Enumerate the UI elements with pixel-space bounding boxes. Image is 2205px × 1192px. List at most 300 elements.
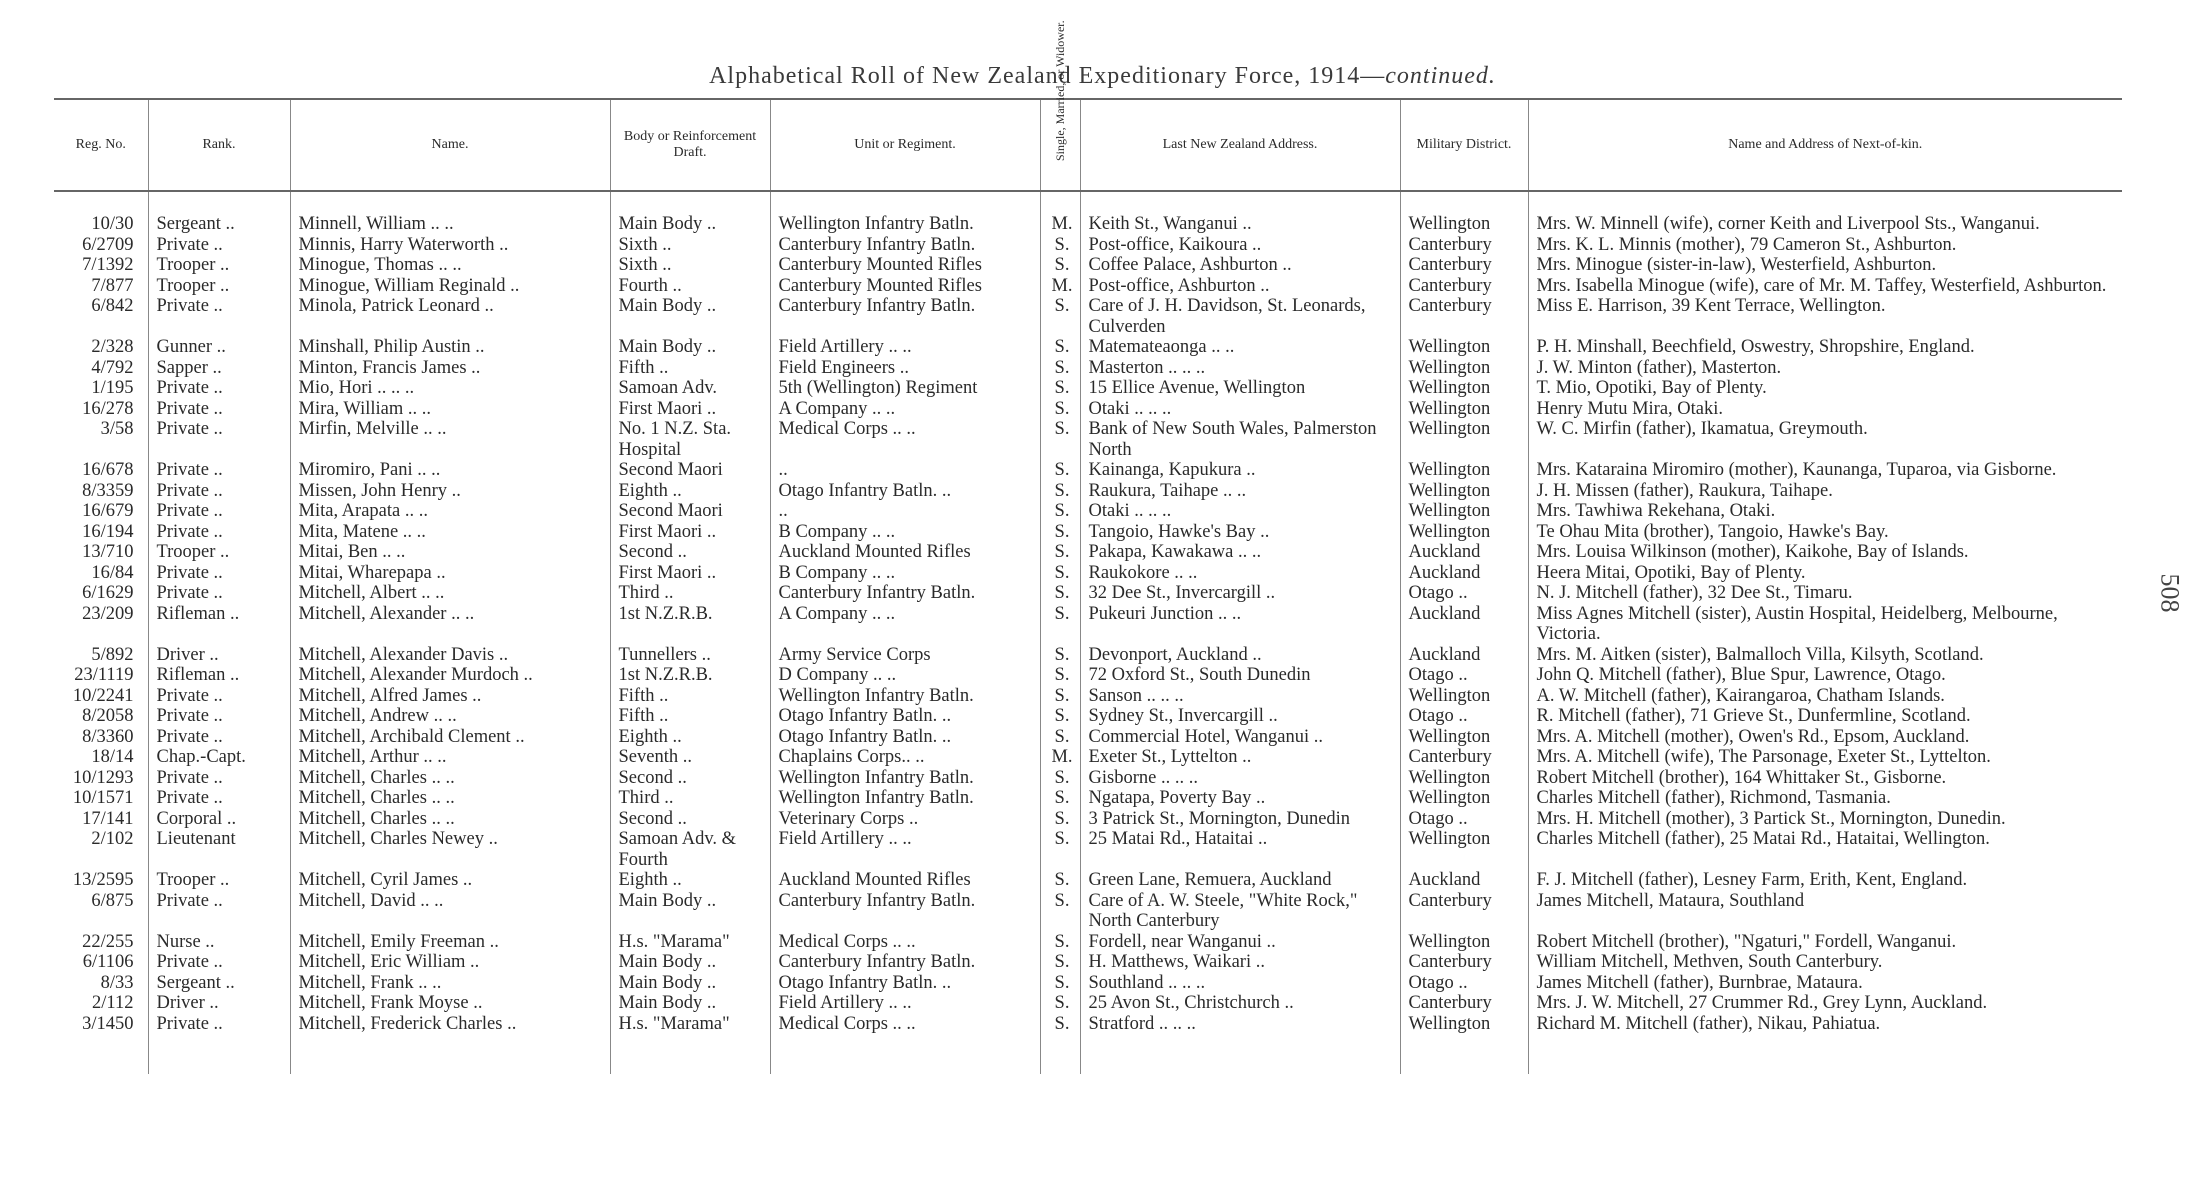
cell-name: Minogue, William Reginald ..: [290, 276, 610, 297]
cell-rank: Sergeant ..: [148, 191, 290, 235]
cell-address: 32 Dee St., Invercargill ..: [1080, 583, 1400, 604]
cell-district: Otago ..: [1400, 706, 1528, 727]
cell-unit: Canterbury Infantry Batln.: [770, 891, 1040, 932]
cell-next-of-kin: Mrs. M. Aitken (sister), Balmalloch Villa, Kilsyth, Scotland.: [1528, 645, 2122, 666]
cell-reg-no: 6/875: [91, 890, 134, 911]
cell-unit: Otago Infantry Batln. ..: [770, 973, 1040, 994]
table-row: [54, 604, 2122, 645]
cell-reg-no: 3/58: [100, 419, 134, 439]
table-row: [54, 399, 2122, 420]
cell-status: S.: [1040, 870, 1080, 891]
cell-reg-no: 22/255: [82, 931, 134, 952]
cell-next-of-kin: Robert Mitchell (brother), "Ngaturi," Fordell, Wanganui.: [1528, 932, 2122, 953]
cell-body-draft: Sixth ..: [610, 255, 770, 276]
cell-rank: Private ..: [148, 481, 290, 502]
cell-unit: D Company .. ..: [770, 665, 1040, 686]
cell-body-draft: Third ..: [610, 583, 770, 604]
cell-address: Care of J. H. Davidson, St. Leonards, Culverden: [1080, 296, 1400, 337]
cell-name: Mitchell, Charles .. ..: [290, 809, 610, 830]
cell-body-draft: Main Body ..: [610, 191, 770, 235]
cell-address: Green Lane, Remuera, Auckland: [1080, 870, 1400, 891]
cell-reg-no: 13/2595: [72, 870, 134, 890]
header-status: [1040, 19, 1080, 191]
cell-address: 25 Matai Rd., Hataitai ..: [1080, 829, 1400, 870]
cell-status: S.: [1040, 378, 1080, 399]
cell-rank: Corporal ..: [148, 809, 290, 830]
cell-reg-no: 3/1450: [82, 1013, 134, 1034]
table-row: [54, 542, 2122, 563]
cell-district: Wellington: [1400, 358, 1528, 379]
cell-unit: Medical Corps .. ..: [770, 1014, 1040, 1075]
cell-address: 25 Avon St., Christchurch ..: [1080, 993, 1400, 1014]
cell-next-of-kin: T. Mio, Opotiki, Bay of Plenty.: [1528, 378, 2122, 399]
table-row: [54, 191, 2122, 235]
cell-unit: Medical Corps .. ..: [770, 932, 1040, 953]
cell-rank: Private ..: [148, 235, 290, 256]
cell-status: S.: [1040, 665, 1080, 686]
cell-body-draft: 1st N.Z.R.B.: [610, 604, 770, 645]
cell-name: Mitchell, Emily Freeman ..: [290, 932, 610, 953]
cell-body-draft: Fifth ..: [610, 686, 770, 707]
cell-district: Canterbury: [1400, 276, 1528, 297]
cell-status: S.: [1040, 358, 1080, 379]
cell-rank: Trooper ..: [148, 542, 290, 563]
cell-body-draft: Second Maori: [610, 501, 770, 522]
cell-rank: Chap.-Capt.: [148, 747, 290, 768]
cell-reg-no: 18/14: [91, 747, 134, 767]
cell-name: Mitai, Wharepapa ..: [290, 563, 610, 584]
cell-address: Coffee Palace, Ashburton ..: [1080, 255, 1400, 276]
header-reg-no: Reg. No.: [54, 99, 148, 191]
cell-status: S.: [1040, 727, 1080, 748]
cell-address: Otaki .. .. ..: [1080, 399, 1400, 420]
cell-name: Mirfin, Melville .. ..: [290, 419, 610, 460]
cell-reg-no: 5/892: [91, 644, 134, 665]
cell-body-draft: Eighth ..: [610, 870, 770, 891]
cell-name: Mitchell, Charles .. ..: [290, 788, 610, 809]
cell-status: S.: [1040, 891, 1080, 932]
cell-unit: B Company .. ..: [770, 522, 1040, 543]
table-row: [54, 276, 2122, 297]
cell-address: Post-office, Kaikoura ..: [1080, 235, 1400, 256]
cell-rank: Driver ..: [148, 993, 290, 1014]
cell-address: Care of A. W. Steele, "White Rock," North Canterbury: [1080, 891, 1400, 932]
cell-address: Post-office, Ashburton ..: [1080, 276, 1400, 297]
cell-status: S.: [1040, 645, 1080, 666]
cell-district: Otago ..: [1400, 665, 1528, 686]
cell-district: Wellington: [1400, 460, 1528, 481]
cell-district: Wellington: [1400, 727, 1528, 748]
cell-reg-no: 8/33: [100, 972, 134, 993]
table-row: [54, 501, 2122, 522]
page-number: 508: [2155, 573, 2185, 613]
cell-reg-no: 6/2709: [82, 234, 134, 255]
cell-status: S.: [1040, 296, 1080, 337]
cell-rank: Private ..: [148, 501, 290, 522]
cell-reg-no: 16/678: [82, 460, 134, 480]
cell-body-draft: Second ..: [610, 809, 770, 830]
cell-unit: Wellington Infantry Batln.: [770, 768, 1040, 789]
cell-unit: Veterinary Corps ..: [770, 809, 1040, 830]
cell-district: Canterbury: [1400, 255, 1528, 276]
table-row: [54, 706, 2122, 727]
cell-status: S.: [1040, 788, 1080, 809]
cell-district: Wellington: [1400, 1014, 1528, 1075]
cell-rank: Private ..: [148, 522, 290, 543]
header-rank: Rank.: [148, 99, 290, 191]
table-row: [54, 419, 2122, 460]
cell-rank: Private ..: [148, 460, 290, 481]
cell-name: Mitchell, Charles .. ..: [290, 768, 610, 789]
cell-district: Auckland: [1400, 645, 1528, 666]
cell-address: Pukeuri Junction .. ..: [1080, 604, 1400, 645]
cell-district: Wellington: [1400, 501, 1528, 522]
cell-status: S.: [1040, 522, 1080, 543]
cell-body-draft: Second Maori: [610, 460, 770, 481]
cell-next-of-kin: Miss E. Harrison, 39 Kent Terrace, Wellington.: [1528, 296, 2122, 337]
cell-body-draft: Main Body ..: [610, 952, 770, 973]
cell-unit: Chaplains Corps.. ..: [770, 747, 1040, 768]
cell-status: S.: [1040, 542, 1080, 563]
cell-reg-no: 10/30: [91, 214, 134, 234]
table-row: [54, 870, 2122, 891]
table-row: [54, 296, 2122, 337]
cell-address: Southland .. .. ..: [1080, 973, 1400, 994]
cell-unit: Otago Infantry Batln. ..: [770, 706, 1040, 727]
cell-name: Mitchell, Alexander .. ..: [290, 604, 610, 645]
cell-name: Mitchell, Frank .. ..: [290, 973, 610, 994]
cell-district: Otago ..: [1400, 973, 1528, 994]
cell-body-draft: Sixth ..: [610, 235, 770, 256]
cell-body-draft: First Maori ..: [610, 399, 770, 420]
cell-district: Wellington: [1400, 686, 1528, 707]
cell-next-of-kin: N. J. Mitchell (father), 32 Dee St., Timaru.: [1528, 583, 2122, 604]
cell-next-of-kin: Mrs. Tawhiwa Rekehana, Otaki.: [1528, 501, 2122, 522]
cell-district: Otago ..: [1400, 809, 1528, 830]
cell-body-draft: Second ..: [610, 768, 770, 789]
cell-body-draft: Fifth ..: [610, 358, 770, 379]
cell-status: S.: [1040, 993, 1080, 1014]
cell-district: Wellington: [1400, 337, 1528, 358]
cell-district: Canterbury: [1400, 235, 1528, 256]
cell-name: Mita, Matene .. ..: [290, 522, 610, 543]
cell-address: Sanson .. .. ..: [1080, 686, 1400, 707]
cell-reg-no: 6/1629: [82, 583, 134, 603]
header-address: Last New Zealand Address.: [1080, 99, 1400, 191]
cell-status: S.: [1040, 829, 1080, 870]
cell-status: S.: [1040, 604, 1080, 645]
cell-address: Ngatapa, Poverty Bay ..: [1080, 788, 1400, 809]
cell-rank: Private ..: [148, 419, 290, 460]
table-row: [54, 973, 2122, 994]
cell-unit: Field Artillery .. ..: [770, 829, 1040, 870]
cell-next-of-kin: Mrs. K. L. Minnis (mother), 79 Cameron St., Ashburton.: [1528, 235, 2122, 256]
cell-status: S.: [1040, 583, 1080, 604]
cell-reg-no: 1/195: [91, 378, 134, 398]
cell-body-draft: Fourth ..: [610, 276, 770, 297]
cell-address: Commercial Hotel, Wanganui ..: [1080, 727, 1400, 748]
cell-rank: Private ..: [148, 378, 290, 399]
cell-rank: Sergeant ..: [148, 973, 290, 994]
cell-name: Missen, John Henry ..: [290, 481, 610, 502]
cell-unit: Canterbury Mounted Rifles: [770, 255, 1040, 276]
cell-reg-no: 17/141: [82, 808, 134, 829]
cell-next-of-kin: Mrs. Louisa Wilkinson (mother), Kaikohe, Bay of Islands.: [1528, 542, 2122, 563]
cell-unit: A Company .. ..: [770, 399, 1040, 420]
cell-address: Raukura, Taihape .. ..: [1080, 481, 1400, 502]
table-row: [54, 481, 2122, 502]
cell-next-of-kin: James Mitchell, Mataura, Southland: [1528, 891, 2122, 932]
cell-rank: Private ..: [148, 788, 290, 809]
cell-status: S.: [1040, 973, 1080, 994]
cell-reg-no: 4/792: [91, 357, 134, 378]
cell-reg-no: 16/679: [82, 501, 134, 521]
cell-address: Bank of New South Wales, Palmerston North: [1080, 419, 1400, 460]
cell-status: S.: [1040, 932, 1080, 953]
cell-unit: Otago Infantry Batln. ..: [770, 727, 1040, 748]
cell-name: Mio, Hori .. .. ..: [290, 378, 610, 399]
cell-next-of-kin: R. Mitchell (father), 71 Grieve St., Dunfermline, Scotland.: [1528, 706, 2122, 727]
cell-unit: Canterbury Infantry Batln.: [770, 952, 1040, 973]
table-row: [54, 358, 2122, 379]
cell-reg-no: 10/1571: [72, 788, 134, 808]
cell-unit: Otago Infantry Batln. ..: [770, 481, 1040, 502]
cell-rank: Trooper ..: [148, 255, 290, 276]
cell-unit: Wellington Infantry Batln.: [770, 686, 1040, 707]
cell-status: M.: [1040, 747, 1080, 768]
table-row: [54, 378, 2122, 399]
cell-next-of-kin: F. J. Mitchell (father), Lesney Farm, Erith, Kent, England.: [1528, 870, 2122, 891]
cell-unit: Canterbury Infantry Batln.: [770, 583, 1040, 604]
cell-rank: Private ..: [148, 1014, 290, 1075]
header-district: Military District.: [1400, 99, 1528, 191]
cell-reg-no: 16/278: [82, 398, 134, 419]
cell-name: Mitchell, Eric William ..: [290, 952, 610, 973]
cell-body-draft: Third ..: [610, 788, 770, 809]
cell-reg-no: 13/710: [82, 542, 134, 562]
cell-name: Minshall, Philip Austin ..: [290, 337, 610, 358]
page-title-continued: continued.: [1385, 63, 1496, 89]
cell-next-of-kin: Mrs. H. Mitchell (mother), 3 Partick St., Mornington, Dunedin.: [1528, 809, 2122, 830]
cell-status: S.: [1040, 481, 1080, 502]
cell-body-draft: Main Body ..: [610, 993, 770, 1014]
cell-name: Mitchell, Albert .. ..: [290, 583, 610, 604]
table-row: [54, 1014, 2122, 1075]
cell-body-draft: Main Body ..: [610, 891, 770, 932]
table-row: [54, 809, 2122, 830]
cell-reg-no: 23/1119: [74, 665, 134, 685]
cell-body-draft: Main Body ..: [610, 296, 770, 337]
cell-reg-no: 8/3360: [82, 726, 134, 747]
cell-name: Minnell, William .. ..: [290, 191, 610, 235]
cell-body-draft: H.s. "Marama": [610, 932, 770, 953]
cell-unit: 5th (Wellington) Regiment: [770, 378, 1040, 399]
cell-rank: Nurse ..: [148, 932, 290, 953]
cell-district: Wellington: [1400, 788, 1528, 809]
cell-name: Minogue, Thomas .. ..: [290, 255, 610, 276]
cell-address: 72 Oxford St., South Dunedin: [1080, 665, 1400, 686]
cell-rank: Sapper ..: [148, 358, 290, 379]
cell-rank: Private ..: [148, 399, 290, 420]
cell-rank: Rifleman ..: [148, 604, 290, 645]
cell-status: S.: [1040, 706, 1080, 727]
cell-next-of-kin: A. W. Mitchell (father), Kairangaroa, Chatham Islands.: [1528, 686, 2122, 707]
cell-rank: Trooper ..: [148, 870, 290, 891]
cell-status: S.: [1040, 460, 1080, 481]
cell-district: Auckland: [1400, 604, 1528, 645]
cell-reg-no: 2/112: [92, 993, 134, 1013]
cell-rank: Trooper ..: [148, 276, 290, 297]
cell-reg-no: 7/877: [91, 275, 134, 296]
cell-unit: ..: [770, 460, 1040, 481]
cell-district: Wellington: [1400, 378, 1528, 399]
table-row: [54, 891, 2122, 932]
cell-body-draft: Eighth ..: [610, 727, 770, 748]
cell-unit: Canterbury Mounted Rifles: [770, 276, 1040, 297]
cell-status: S.: [1040, 501, 1080, 522]
cell-rank: Gunner ..: [148, 337, 290, 358]
cell-district: Canterbury: [1400, 993, 1528, 1014]
cell-district: Wellington: [1400, 522, 1528, 543]
cell-status: S.: [1040, 563, 1080, 584]
cell-rank: Rifleman ..: [148, 665, 290, 686]
cell-body-draft: H.s. "Marama": [610, 1014, 770, 1075]
table-row: [54, 993, 2122, 1014]
cell-name: Mira, William .. ..: [290, 399, 610, 420]
cell-next-of-kin: John Q. Mitchell (father), Blue Spur, Lawrence, Otago.: [1528, 665, 2122, 686]
cell-rank: Private ..: [148, 563, 290, 584]
cell-next-of-kin: Mrs. Minogue (sister-in-law), Westerfield, Ashburton.: [1528, 255, 2122, 276]
cell-body-draft: Fifth ..: [610, 706, 770, 727]
cell-name: Mitchell, Charles Newey ..: [290, 829, 610, 870]
cell-next-of-kin: Henry Mutu Mira, Otaki.: [1528, 399, 2122, 420]
cell-address: 15 Ellice Avenue, Wellington: [1080, 378, 1400, 399]
table-row: [54, 665, 2122, 686]
cell-next-of-kin: J. W. Minton (father), Masterton.: [1528, 358, 2122, 379]
cell-name: Mitchell, Frank Moyse ..: [290, 993, 610, 1014]
cell-body-draft: Tunnellers ..: [610, 645, 770, 666]
cell-unit: Wellington Infantry Batln.: [770, 191, 1040, 235]
cell-status: S.: [1040, 235, 1080, 256]
cell-body-draft: Samoan Adv.: [610, 378, 770, 399]
cell-reg-no: 23/209: [82, 603, 134, 624]
cell-reg-no: 10/1293: [72, 767, 134, 788]
cell-address: Otaki .. .. ..: [1080, 501, 1400, 522]
cell-next-of-kin: P. H. Minshall, Beechfield, Oswestry, Shropshire, England.: [1528, 337, 2122, 358]
cell-district: Wellington: [1400, 419, 1528, 460]
cell-body-draft: Main Body ..: [610, 973, 770, 994]
cell-district: Auckland: [1400, 870, 1528, 891]
cell-reg-no: 16/194: [82, 521, 134, 542]
cell-unit: Field Engineers ..: [770, 358, 1040, 379]
cell-name: Mita, Arapata .. ..: [290, 501, 610, 522]
cell-name: Minola, Patrick Leonard ..: [290, 296, 610, 337]
cell-district: Canterbury: [1400, 747, 1528, 768]
cell-status: M.: [1040, 276, 1080, 297]
cell-reg-no: 2/102: [91, 829, 134, 849]
cell-unit: Army Service Corps: [770, 645, 1040, 666]
cell-next-of-kin: Charles Mitchell (father), Richmond, Tasmania.: [1528, 788, 2122, 809]
cell-district: Wellington: [1400, 932, 1528, 953]
cell-body-draft: Samoan Adv. & Fourth: [610, 829, 770, 870]
cell-reg-no: 16/84: [91, 562, 134, 583]
cell-unit: Auckland Mounted Rifles: [770, 870, 1040, 891]
cell-name: Mitai, Ben .. ..: [290, 542, 610, 563]
cell-address: Exeter St., Lyttelton ..: [1080, 747, 1400, 768]
cell-next-of-kin: Mrs. W. Minnell (wife), corner Keith and Liverpool Sts., Wanganui.: [1528, 191, 2122, 235]
cell-body-draft: Eighth ..: [610, 481, 770, 502]
header-name: Name.: [290, 99, 610, 191]
header-unit: Unit or Regiment.: [770, 99, 1040, 191]
cell-address: 3 Patrick St., Mornington, Dunedin: [1080, 809, 1400, 830]
cell-next-of-kin: William Mitchell, Methven, South Canterbury.: [1528, 952, 2122, 973]
cell-reg-no: 10/2241: [72, 685, 134, 706]
cell-next-of-kin: James Mitchell (father), Burnbrae, Mataura.: [1528, 973, 2122, 994]
cell-district: Canterbury: [1400, 952, 1528, 973]
cell-next-of-kin: Richard M. Mitchell (father), Nikau, Pahiatua.: [1528, 1014, 2122, 1075]
cell-status: S.: [1040, 419, 1080, 460]
cell-reg-no: 6/1106: [82, 952, 134, 972]
cell-next-of-kin: Te Ohau Mita (brother), Tangoio, Hawke's Bay.: [1528, 522, 2122, 543]
cell-unit: Wellington Infantry Batln.: [770, 788, 1040, 809]
cell-district: Wellington: [1400, 191, 1528, 235]
cell-status: S.: [1040, 809, 1080, 830]
table-row: [54, 522, 2122, 543]
cell-reg-no: 7/1392: [82, 255, 134, 275]
cell-status: S.: [1040, 1014, 1080, 1075]
cell-next-of-kin: Charles Mitchell (father), 25 Matai Rd., Hataitai, Wellington.: [1528, 829, 2122, 870]
cell-rank: Private ..: [148, 706, 290, 727]
table-row: [54, 727, 2122, 748]
cell-district: Wellington: [1400, 768, 1528, 789]
cell-name: Mitchell, Archibald Clement ..: [290, 727, 610, 748]
cell-next-of-kin: Mrs. A. Mitchell (mother), Owen's Rd., Epsom, Auckland.: [1528, 727, 2122, 748]
cell-next-of-kin: Heera Mitai, Opotiki, Bay of Plenty.: [1528, 563, 2122, 584]
cell-unit: A Company .. ..: [770, 604, 1040, 645]
cell-next-of-kin: Mrs. Isabella Minogue (wife), care of Mr. M. Taffey, Westerfield, Ashburton.: [1528, 276, 2122, 297]
cell-district: Canterbury: [1400, 891, 1528, 932]
cell-next-of-kin: Mrs. A. Mitchell (wife), The Parsonage, Exeter St., Lyttelton.: [1528, 747, 2122, 768]
cell-next-of-kin: Miss Agnes Mitchell (sister), Austin Hospital, Heidelberg, Melbourne, Victoria.: [1528, 604, 2122, 645]
cell-address: Stratford .. .. ..: [1080, 1014, 1400, 1075]
cell-name: Mitchell, Alexander Murdoch ..: [290, 665, 610, 686]
cell-unit: Canterbury Infantry Batln.: [770, 296, 1040, 337]
cell-address: Fordell, near Wanganui ..: [1080, 932, 1400, 953]
table-header-row: [54, 99, 2122, 191]
table-row: [54, 829, 2122, 870]
page-title-main: Alphabetical Roll of New Zealand Expeditionary Force, 1914—: [709, 63, 1386, 89]
cell-address: Masterton .. .. ..: [1080, 358, 1400, 379]
table-row: [54, 460, 2122, 481]
cell-address: Devonport, Auckland ..: [1080, 645, 1400, 666]
cell-name: Mitchell, Frederick Charles ..: [290, 1014, 610, 1075]
cell-name: Minton, Francis James ..: [290, 358, 610, 379]
cell-address: Pakapa, Kawakawa .. ..: [1080, 542, 1400, 563]
cell-status: M.: [1040, 191, 1080, 235]
cell-district: Canterbury: [1400, 296, 1528, 337]
table-row: [54, 563, 2122, 584]
cell-reg-no: 8/3359: [82, 480, 134, 501]
cell-next-of-kin: Robert Mitchell (brother), 164 Whittaker St., Gisborne.: [1528, 768, 2122, 789]
cell-body-draft: 1st N.Z.R.B.: [610, 665, 770, 686]
cell-address: Raukokore .. ..: [1080, 563, 1400, 584]
cell-unit: Field Artillery .. ..: [770, 337, 1040, 358]
cell-district: Otago ..: [1400, 583, 1528, 604]
cell-address: Tangoio, Hawke's Bay ..: [1080, 522, 1400, 543]
table-row: [54, 788, 2122, 809]
header-status-label: Single, Married, or Widower.: [1052, 19, 1067, 161]
table-body: [54, 191, 2122, 1074]
